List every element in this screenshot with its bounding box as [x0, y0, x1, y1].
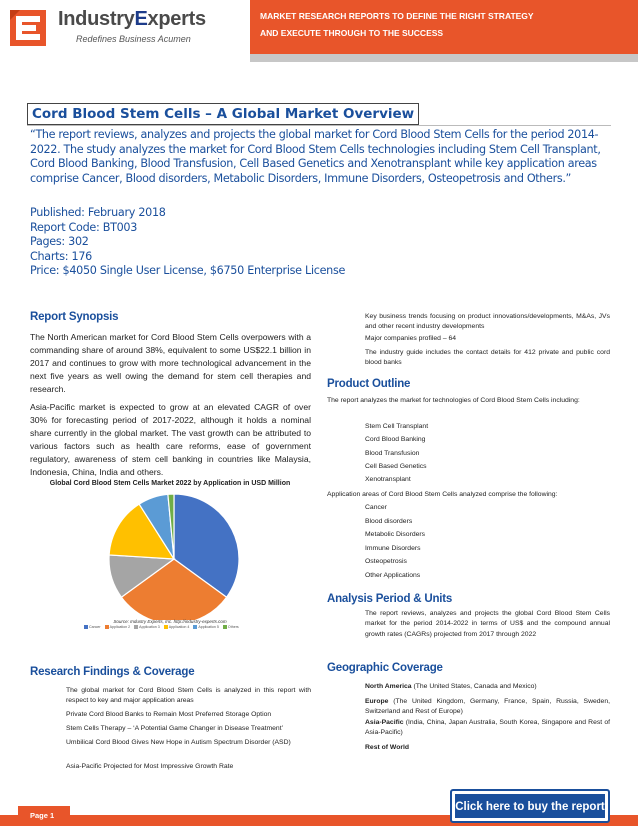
- logo-mark-icon: [6, 6, 50, 50]
- region-item: [365, 718, 610, 739]
- legend-item: [84, 625, 101, 629]
- geo-heading: Geographic Coverage: [327, 662, 443, 674]
- applications-intro: Application areas of Cord Blood Stem Cells analyzed comprise the following:: [327, 491, 558, 498]
- legend-label: Application 2: [109, 625, 131, 629]
- region-item: [365, 743, 610, 753]
- page-number-tab: [18, 806, 70, 826]
- application-item: Osteopetrosis: [365, 558, 407, 565]
- region-item: [365, 682, 610, 692]
- legend-item: [193, 625, 219, 629]
- chart-source: Source: Industry Experts, Inc. http://industry-experts.com: [113, 619, 227, 624]
- page-count: Pages: 302: [30, 235, 89, 249]
- buy-report-label: Click here to buy the report: [455, 801, 605, 813]
- application-item: Cancer: [365, 504, 387, 511]
- application-item: Immune Disorders: [365, 544, 421, 552]
- region-name: North America: [365, 683, 412, 690]
- technology-item: Xenotransplant: [365, 476, 411, 484]
- synopsis-paragraph-2: Asia-Pacific market is expected to grow at an elevated CAGR of over 30% for forecasting period of 2017-2022, although it holds a nominal share currently in the global market. The vast growth can be attributed to various factors such as health care reforms, ease of government regulatory, awareness of stem cell banking in countries like Malaysia, Indonesia, China, India and others.: [30, 402, 311, 477]
- application-item: Other Applications: [365, 571, 421, 579]
- region-detail: (The United Kingdom, Germany, France, Spain, Russia, Sweden, Switzerland and Rest of Europe): [365, 698, 610, 716]
- chart-count: Charts: 176: [30, 249, 92, 263]
- finding-item: Umbilical Cord Blood Gives New Hope in Autism Spectrum Disorder (ASD): [66, 739, 291, 746]
- legend-label: Application 3: [139, 625, 160, 629]
- technology-item: Cell Based Genetics: [365, 462, 427, 470]
- trend-item: The industry guide includes the contact details for 412 private and public cord blood banks: [365, 349, 610, 367]
- technology-item: Cord Blood Banking: [365, 436, 426, 444]
- report-title: Cord Blood Stem Cells – A Global Market Overview: [27, 103, 419, 125]
- banner-line-1: MARKET RESEARCH REPORTS TO DEFINE THE RIGHT STRATEGY: [260, 11, 534, 21]
- application-item: Blood disorders: [365, 517, 413, 525]
- findings-heading: Research Findings & Coverage: [30, 666, 195, 678]
- finding-item: Stem Cells Therapy – ‘A Potential Game Changer in Disease Treatment’: [66, 725, 284, 732]
- legend-label: Others: [227, 625, 239, 629]
- region-name: Asia-Pacific: [365, 719, 404, 726]
- legend-item: [223, 625, 239, 629]
- finding-item: The global market for Cord Blood Stem Cells is analyzed in this report with respect to key and major application areas: [66, 687, 311, 705]
- legend-label: Cancer: [89, 625, 101, 629]
- chart-legend: [84, 625, 243, 629]
- outline-heading: Product Outline: [327, 378, 411, 390]
- legend-label: Application 4: [168, 625, 190, 629]
- region-name: Europe: [365, 698, 389, 705]
- report-code: Report Code: BT003: [30, 220, 138, 234]
- legend-swatch: [164, 625, 168, 629]
- outline-intro: The report analyzes the market for technologies of Cord Blood Stem Cells including:: [327, 397, 580, 404]
- region-item: [365, 697, 610, 718]
- header-shadow: [250, 54, 638, 62]
- region-name: Rest of World: [365, 744, 410, 751]
- trend-item: Major companies profiled – 64: [365, 335, 457, 342]
- synopsis-heading: Report Synopsis: [30, 311, 119, 323]
- legend-swatch: [193, 625, 197, 629]
- legend-swatch: [84, 625, 88, 629]
- legend-label: Application 5: [198, 625, 219, 629]
- region-detail: (The United States, Canada and Mexico): [411, 683, 537, 690]
- published-date: Published: February 2018: [30, 206, 166, 219]
- synopsis-paragraph-1: The North American market for Cord Blood Stem Cells overpowers with a commanding share of around 38%, equivalent to some US$22.1 billion in 2017 and continues to grow with more technological advancement in the next five years as well owing the demand for stem cell therapies and research.: [30, 332, 311, 394]
- price: Price: $4050 Single User License, $6750 Enterprise License: [30, 264, 346, 278]
- technology-item: Stem Cell Transplant: [365, 423, 429, 430]
- page-header: [0, 0, 638, 62]
- title-divider: [27, 125, 611, 126]
- finding-item: Asia-Pacific Projected for Most Impressive Growth Rate: [66, 763, 234, 770]
- application-item: Metabolic Disorders: [365, 531, 426, 538]
- report-summary: “The report reviews, analyzes and projects the global market for Cord Blood Stem Cells for the period 2014-2022. The study analyzes the market for Cord Blood Stem Cells technologies including Stem Cell Transplant, Cord Blood Banking, Blood Transfusion, Cell Based Genetics and Xenotransplant while key application areas comprise Cancer, Blood disorders, Metabolic Disorders, Immune Disorders, Osteopetrosis and Others.”: [30, 128, 601, 185]
- technology-item: Blood Transfusion: [365, 449, 420, 457]
- period-text: The report reviews, analyzes and projects the global Cord Blood Stem Cells market for the period 2014-2022 in terms of US$ and the compound annual growth rates (CAGRs) projected from 2017 through 2022: [365, 610, 610, 638]
- header-banner: [222, 0, 638, 54]
- legend-swatch: [105, 625, 109, 629]
- pie-chart: [36, 480, 304, 630]
- brand-name: IndustryExperts: [58, 8, 206, 30]
- chart-title: Global Cord Blood Stem Cells Market 2022 by Application in USD Million: [49, 480, 291, 487]
- brand-tagline: Redefines Business Acumen: [76, 34, 191, 44]
- buy-report-button[interactable]: [450, 789, 610, 823]
- logo[interactable]: [0, 0, 250, 62]
- legend-item: [105, 625, 131, 629]
- region-detail: (India, China, Japan Australia, South Korea, Singapore and Rest of Asia-Pacific): [365, 719, 610, 737]
- banner-line-2: AND EXECUTE THROUGH TO THE SUCCESS: [260, 28, 444, 38]
- period-heading: Analysis Period & Units: [327, 593, 453, 605]
- page-number: Page 1: [30, 811, 55, 820]
- pie-chart-svg: [36, 480, 304, 620]
- legend-swatch: [223, 625, 227, 629]
- report-meta: [30, 206, 345, 279]
- legend-item: [134, 625, 160, 629]
- finding-item: Private Cord Blood Banks to Remain Most Preferred Storage Option: [66, 711, 272, 718]
- legend-swatch: [134, 625, 138, 629]
- trend-item: Key business trends focusing on product innovations/developments, M&As, JVs and other recent industry developments: [365, 313, 610, 331]
- legend-item: [164, 625, 190, 629]
